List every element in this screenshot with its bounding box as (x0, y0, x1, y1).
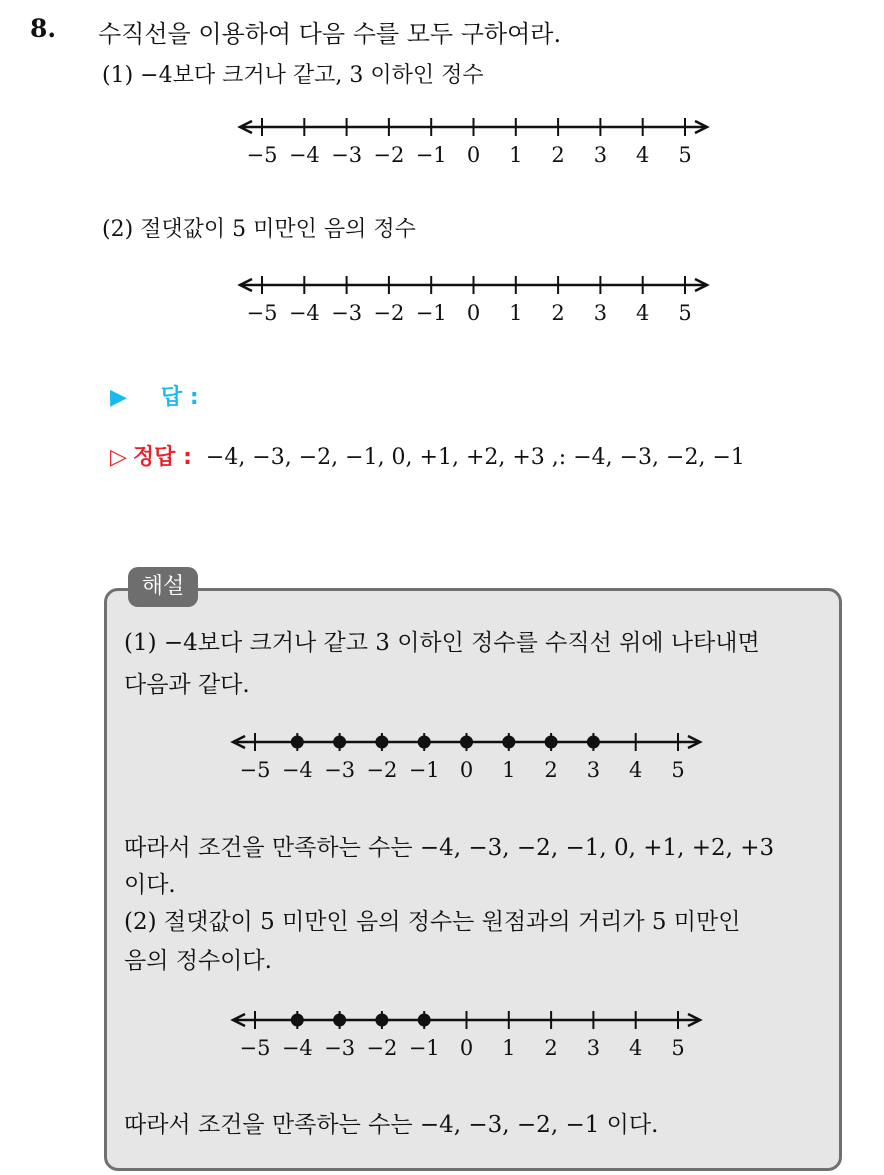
tick-label: 0 (466, 143, 481, 167)
number-line-1 (236, 116, 726, 172)
tick-label: 3 (593, 143, 608, 167)
tick-label: −1 (408, 1036, 440, 1060)
tick-label: −3 (331, 143, 363, 167)
play-triangle-icon: ▶ (110, 385, 127, 410)
tick-label: 4 (629, 758, 643, 782)
tick-label: 3 (593, 301, 608, 325)
explanation-badge: 해설 (128, 567, 198, 607)
correct-answer-row (110, 440, 745, 471)
point-marker (545, 736, 558, 749)
tick-label: −2 (366, 1036, 398, 1060)
tick-label: 3 (586, 758, 601, 782)
point-marker (460, 736, 473, 749)
tick-label: 4 (636, 301, 650, 325)
number-line-4 (229, 1009, 719, 1065)
question-part-2: (2) 절댓값이 5 미만인 음의 정수 (102, 217, 416, 242)
point-marker (375, 1014, 388, 1027)
point-marker (502, 736, 515, 749)
tick-label: 0 (459, 1036, 474, 1060)
number-line-2 (236, 274, 726, 330)
point-marker (375, 736, 388, 749)
tick-label: −5 (246, 143, 278, 167)
tick-label: 4 (629, 1036, 643, 1060)
point-marker (418, 1014, 431, 1027)
explanation-p2-line2: 음의 정수이다. (124, 948, 272, 974)
tick-label: −5 (239, 1036, 271, 1060)
tick-label: 5 (678, 143, 692, 167)
point-marker (333, 736, 346, 749)
point-marker (333, 1014, 346, 1027)
tick-label: −1 (415, 143, 447, 167)
tick-label: 4 (636, 143, 650, 167)
number-line-3 (229, 731, 719, 787)
tick-label: 5 (671, 1036, 685, 1060)
tick-label: −4 (288, 143, 320, 167)
tick-label: −4 (281, 758, 313, 782)
tick-label: −5 (246, 301, 278, 325)
tick-label: −3 (331, 301, 363, 325)
tick-label: 3 (586, 1036, 601, 1060)
point-marker (291, 736, 304, 749)
tick-label: 0 (466, 301, 481, 325)
question-part-1: (1) −4보다 크거나 같고, 3 이하인 정수 (102, 63, 484, 88)
tick-label: −3 (324, 1036, 356, 1060)
correct-answer-value: −4, −3, −2, −1, 0, +1, +2, +3 ,: −4, −3, −2, −1 (205, 445, 745, 470)
tick-label: −2 (373, 301, 405, 325)
explanation-p1-result-line2: 이다. (124, 872, 176, 898)
tick-label: −4 (281, 1036, 313, 1060)
tick-label: 2 (544, 758, 558, 782)
explanation-p1-line2: 다음과 같다. (124, 672, 250, 698)
tick-label: −2 (366, 758, 398, 782)
tick-label: 5 (671, 758, 685, 782)
explanation-p2-result: 따라서 조건을 만족하는 수는 −4, −3, −2, −1 이다. (124, 1112, 659, 1138)
tick-label: 1 (509, 143, 523, 167)
tick-label: 2 (551, 143, 565, 167)
correct-label: 정답 : (132, 445, 192, 470)
explanation-p1-result-line1: 따라서 조건을 만족하는 수는 −4, −3, −2, −1, 0, +1, +2, +3 (124, 835, 775, 861)
point-marker (291, 1014, 304, 1027)
tick-label: −1 (415, 301, 447, 325)
explanation-p2-line1: (2) 절댓값이 5 미만인 음의 정수는 원점과의 거리가 5 미만인 (124, 909, 741, 935)
tick-label: 5 (678, 301, 692, 325)
tick-label: −2 (373, 143, 405, 167)
question-number: 8. (30, 14, 57, 43)
tick-label: −1 (408, 758, 440, 782)
explanation-p1-line1: (1) −4보다 크거나 같고 3 이하인 정수를 수직선 위에 나타내면 (124, 630, 760, 656)
tick-label: 1 (502, 1036, 516, 1060)
tick-label: 0 (459, 758, 474, 782)
tick-label: −4 (288, 301, 320, 325)
tick-label: 1 (509, 301, 523, 325)
point-marker (418, 736, 431, 749)
tick-label: 2 (551, 301, 565, 325)
question-text: 수직선을 이용하여 다음 수를 모두 구하여라. (98, 20, 562, 48)
tick-label: −5 (239, 758, 271, 782)
correct-label-group (110, 445, 192, 470)
tick-label: 2 (544, 1036, 558, 1060)
tick-label: 1 (502, 758, 516, 782)
answer-label: 답 : (160, 385, 199, 410)
outline-triangle-icon: ▷ (110, 445, 127, 470)
answer-row (110, 380, 199, 411)
point-marker (587, 736, 600, 749)
tick-label: −3 (324, 758, 356, 782)
